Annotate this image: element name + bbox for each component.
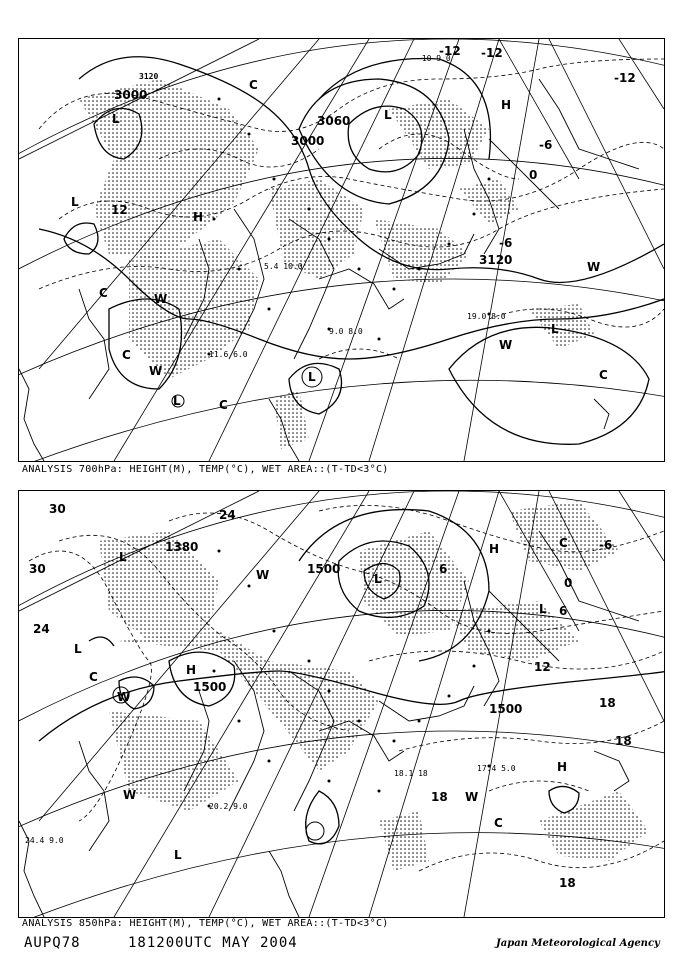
low-center: L (174, 848, 182, 862)
cold-center: C (599, 368, 608, 382)
station-value: 20.2 9.0 (209, 802, 248, 811)
station-value: 24.4 9.0 (25, 836, 64, 845)
height-label: 3120 (139, 72, 159, 81)
low-marker-circle (306, 822, 324, 840)
temp-label: 0 (529, 168, 538, 182)
map-panel-700hpa (18, 38, 665, 462)
height-label: 1380 (165, 540, 199, 554)
agency-credit: Japan Meteorological Agency (496, 938, 660, 949)
station-value: 17.4 5.0 (477, 764, 516, 773)
height-label: 1500 (307, 562, 341, 576)
height-label: 3000 (291, 134, 325, 148)
map-panel-850hpa (18, 490, 665, 918)
map-850hpa-svg (19, 491, 664, 917)
temp-label: -12 (439, 44, 461, 58)
station-value: 11.6 6.0 (209, 350, 248, 359)
low-center: L (384, 108, 392, 122)
temp-label: 6 (439, 562, 448, 576)
temp-label: 24 (33, 622, 50, 636)
high-center: H (501, 98, 512, 112)
cold-center: C (494, 816, 503, 830)
warm-center: W (117, 690, 131, 704)
low-center: L (551, 322, 559, 336)
temp-label: -12 (481, 46, 503, 60)
cold-center: C (99, 286, 108, 300)
temp-label: 18 (615, 734, 632, 748)
wet-area-shading (79, 79, 594, 449)
temp-label: -6 (539, 138, 553, 152)
warm-center: W (256, 568, 270, 582)
valid-time: 181200UTC MAY 2004 (128, 935, 298, 951)
low-center: L (308, 370, 316, 384)
chart-identifier: AUPQ78 (24, 935, 81, 951)
low-center: L (173, 394, 181, 408)
high-center: H (557, 760, 568, 774)
low-center: L (539, 602, 547, 616)
station-value: 9.0 8.0 (329, 327, 363, 336)
height-label: 1500 (489, 702, 523, 716)
cold-center: C (219, 398, 228, 412)
low-center: L (74, 642, 82, 656)
station-value: 18.1 18 (394, 769, 428, 778)
temp-label: -6 (499, 236, 513, 250)
cold-center: C (89, 670, 98, 684)
high-center: H (186, 663, 197, 677)
warm-center: W (499, 338, 513, 352)
temp-label: 24 (219, 508, 236, 522)
height-label: 3000 (114, 88, 148, 102)
station-value: 5.4 10.0 (264, 262, 303, 271)
high-center: H (489, 542, 500, 556)
temp-label: 12 (534, 660, 551, 674)
warm-center: W (149, 364, 163, 378)
low-center: L (374, 572, 382, 586)
warm-center: W (154, 292, 168, 306)
temp-label: 0 (564, 576, 573, 590)
temp-label: 18 (599, 696, 616, 710)
cold-center: C (249, 78, 258, 92)
warm-center: W (465, 790, 479, 804)
height-label: 3060 (317, 114, 351, 128)
temp-label: 30 (29, 562, 46, 576)
cold-center: C (122, 348, 131, 362)
temp-label: -12 (614, 71, 636, 85)
low-center: L (112, 112, 120, 126)
height-label: 3120 (479, 253, 513, 267)
map-700hpa-svg (19, 39, 664, 461)
station-value: -10 9.0 (417, 54, 451, 63)
wet-area-shading (99, 501, 649, 871)
temp-label: 18 (431, 790, 448, 804)
temp-label: 18 (559, 876, 576, 890)
temp-label: 12 (111, 203, 128, 217)
temp-label: -6 (599, 538, 613, 552)
station-value: 19.0 8.0 (467, 312, 506, 321)
low-center: L (71, 195, 79, 209)
height-label: 1500 (193, 680, 227, 694)
caption-850hpa: ANALYSIS 850hPa: HEIGHT(M), TEMP(°C), WET AREA::(T-TD<3°C) (22, 918, 389, 929)
low-center: L (119, 550, 127, 564)
temp-label: 30 (49, 502, 66, 516)
caption-700hpa: ANALYSIS 700hPa: HEIGHT(M), TEMP(°C), WET AREA::(T-TD<3°C) (22, 464, 389, 475)
high-center: H (193, 210, 204, 224)
cold-center: C (559, 536, 568, 550)
temp-label: 6 (559, 604, 568, 618)
warm-center: W (123, 788, 137, 802)
warm-center: W (587, 260, 601, 274)
